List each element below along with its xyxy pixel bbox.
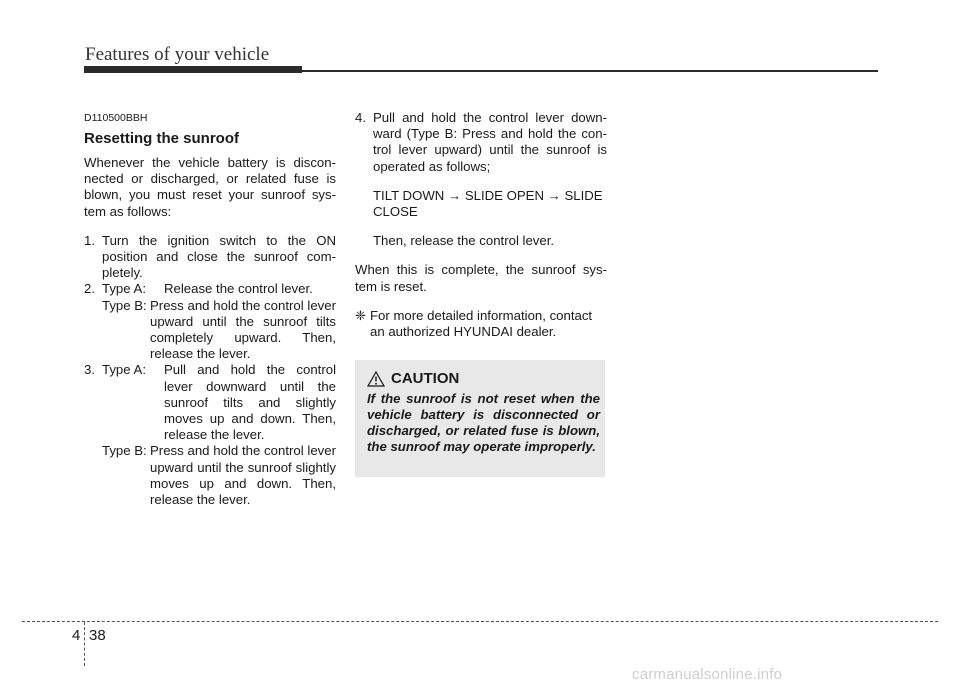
type-b-label: Type B: (102, 297, 147, 313)
type-b-row (102, 298, 336, 363)
dealer-note (355, 308, 607, 340)
header-rule-thick (84, 66, 302, 73)
header-rule-thin (300, 70, 878, 72)
step-number: 1. (84, 232, 95, 248)
step-number: 3. (84, 362, 95, 378)
type-b-label: Type B: (102, 443, 147, 459)
caution-box (355, 360, 605, 477)
step-text: Turn the ignition switch to the ON position and close the sunroof com-pletely. (102, 232, 336, 281)
section-code: D110500BBH (84, 112, 148, 124)
caution-text: If the sunroof is not reset when the vehicle battery is disconnected or discharged, or related fuse is blown, the sunroof may operate improperly. (367, 391, 600, 454)
note-mark-icon: ❈ (355, 307, 367, 323)
type-a-text: Release the control lever. (164, 281, 313, 297)
page-header-title: Features of your vehicle (85, 44, 270, 65)
page-number: 38 (89, 627, 106, 644)
release-instruction: Then, release the control lever. (373, 233, 555, 249)
watermark: carmanualsonline.info (632, 666, 783, 683)
type-a-text: Pull and hold the control lever downward until the sunroof tilts and slightly moves up and down. Then, release the lever. (164, 362, 336, 443)
chapter-number: 4 (72, 627, 81, 644)
step-1 (84, 233, 336, 282)
operation-sequence: TILT DOWN → SLIDE OPEN → SLIDE CLOSE (373, 187, 603, 220)
type-a-label: Type A: (102, 362, 146, 378)
caution-title: CAUTION (391, 370, 460, 387)
step-2 (84, 281, 336, 297)
type-b-text: Press and hold the control lever upward until the sunroof slightly moves up and down. Then, release the lever. (150, 443, 336, 508)
type-a-label: Type A: (102, 281, 146, 297)
footer-dashed-divider (84, 622, 85, 666)
type-a-row (102, 362, 336, 443)
type-b-text: Press and hold the control lever upward until the sunroof tilts completely upward. Then, release the lever. (150, 297, 336, 362)
step-number: 2. (84, 281, 95, 297)
section-title: Resetting the sunroof (84, 130, 240, 147)
step-number: 4. (355, 110, 366, 125)
completion-paragraph: When this is complete, the sunroof sys-tem is reset. (355, 262, 607, 294)
left-column (84, 112, 336, 508)
note-text: For more detailed information, contact an authorized HYUNDAI dealer. (370, 307, 593, 340)
warning-triangle-icon (367, 371, 385, 387)
footer-dashed-rule (22, 621, 938, 622)
caution-header (367, 370, 459, 387)
type-b-row (102, 443, 336, 508)
type-a-row (102, 281, 336, 297)
intro-paragraph: Whenever the vehicle battery is discon-nected or discharged, or related fuse is blown, you must reset your sunroof sys-tem as follows: (84, 155, 336, 219)
step-4 (355, 110, 607, 175)
step-text: Pull and hold the control lever down-ward (Type B: Press and hold the con-trol lever upward) until the sunroof is operated as follows; (373, 110, 607, 174)
step-3 (84, 362, 336, 443)
right-column (355, 110, 607, 340)
